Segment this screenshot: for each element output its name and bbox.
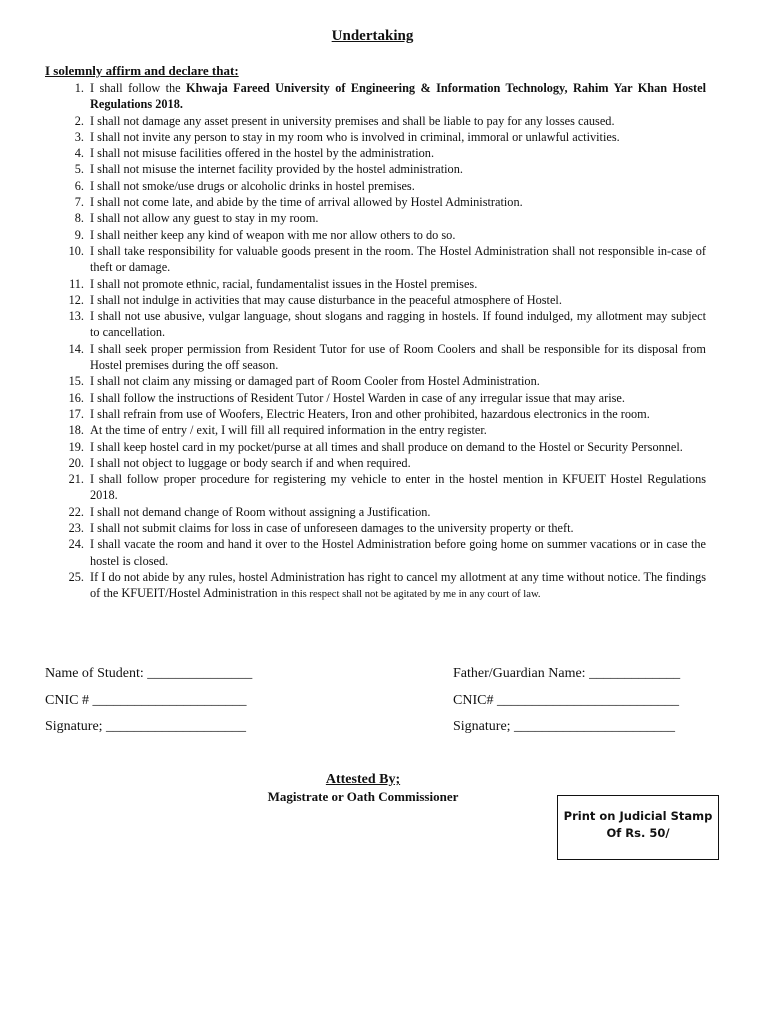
- rule-number: 10.: [68, 243, 84, 258]
- rule-item: [46, 80, 706, 113]
- stamp-line-1: Print on Judicial Stamp: [563, 809, 713, 823]
- rule-number: 20.: [68, 455, 84, 470]
- rule-item: [46, 455, 706, 471]
- rule-text: I shall neither keep any kind of weapon with me nor allow others to do so.: [90, 227, 456, 242]
- cnic-field-student[interactable]: CNIC # ______________________: [45, 693, 247, 708]
- rule-item: [46, 471, 706, 504]
- rule-text: I shall not claim any missing or damaged part of Room Cooler from Hostel Administration.: [90, 374, 540, 389]
- rule-item: [46, 406, 706, 422]
- rule-item: [46, 243, 706, 276]
- rule-number: 7.: [74, 195, 84, 210]
- rule-item: [46, 341, 706, 374]
- rule-item: [46, 129, 706, 145]
- rule-number: 2.: [74, 113, 84, 128]
- rule-number: 21.: [68, 472, 84, 487]
- rule-item: [46, 194, 706, 210]
- rule-text: I shall seek proper permission from Resident Tutor for use of Room Coolers and shall be responsible for its disposal from Hostel premises during the off season.: [90, 341, 706, 373]
- rule-number: 9.: [74, 227, 84, 242]
- rule-text: I shall follow proper procedure for registering my vehicle to enter in the hostel mention in KFUEIT Hostel Regulations 2018.: [90, 472, 706, 503]
- rule-number: 13.: [68, 309, 84, 324]
- rule-item: [46, 422, 706, 438]
- rule-text: I shall not misuse facilities offered in the hostel by the administration.: [90, 146, 435, 161]
- rule-number: 14.: [68, 341, 84, 356]
- rule-item: [46, 569, 706, 604]
- rules-list: [46, 80, 706, 604]
- attestation-block: [213, 772, 513, 805]
- rule-number: 3.: [74, 129, 84, 144]
- judicial-stamp-box: [557, 795, 719, 860]
- rule-number: 5.: [74, 162, 84, 177]
- rule-text: I shall take responsibility for valuable goods present in the room. The Hostel Administration shall not responsible in-case of theft or damage.: [90, 243, 706, 275]
- attested-by-heading: Attested By;: [325, 772, 401, 787]
- rule-item: [46, 292, 706, 308]
- rule-item: [46, 390, 706, 406]
- rule-item: [46, 178, 706, 194]
- document-title: Undertaking: [331, 28, 414, 44]
- stamp-line-2: Of Rs. 50/: [606, 826, 670, 840]
- rule-text: I shall vacate the room and hand it over to the Hostel Administration before going home on summer vacations or in case the hostel is closed.: [90, 537, 706, 568]
- rule-number: 25.: [68, 569, 84, 584]
- rule-number: 11.: [69, 276, 84, 291]
- rule-number: 16.: [68, 390, 84, 405]
- rule-number: 12.: [68, 292, 84, 307]
- rule-text: I shall not damage any asset present in university premises and shall be liable to pay for any losses caused.: [90, 113, 615, 128]
- rule-text: I shall not allow any guest to stay in my room.: [90, 211, 319, 226]
- rule-item: [46, 113, 706, 129]
- rule-text-bold: Khwaja Fareed University of Engineering & Information Technology, Rahim Yar Khan Hostel Regulations 2018.: [90, 81, 706, 112]
- rule-number: 8.: [74, 211, 84, 226]
- rule-text-part: If I do not abide by any rules, hostel Administration has right to cancel my allotment at any time without notice. The findings of the KFUEIT/Hostel Administration: [90, 569, 706, 601]
- rule-text: I shall not promote ethnic, racial, fundamentalist issues in the Hostel premises.: [90, 276, 478, 291]
- signature-field-student[interactable]: Signature; ____________________: [45, 719, 247, 734]
- rule-number: 22.: [68, 504, 84, 519]
- rule-item: [46, 308, 706, 341]
- rule-number: 19.: [68, 439, 84, 454]
- rule-number: 1.: [74, 81, 84, 95]
- rule-text-part: I shall follow the: [90, 81, 187, 95]
- rule-text: I shall not indulge in activities that may cause disturbance in the peaceful atmosphere of Hostel.: [90, 292, 562, 307]
- rule-item: [46, 373, 706, 389]
- rule-item: [46, 145, 706, 161]
- cnic-field-guardian[interactable]: CNIC# __________________________: [453, 693, 679, 708]
- rule-item: [46, 210, 706, 226]
- rule-item: [46, 504, 706, 520]
- rule-text: I shall not use abusive, vulgar language, shout slogans and ragging in hostels. If found indulged, my allotment may subject to cancellation.: [90, 309, 706, 340]
- rule-number: 4.: [74, 146, 84, 161]
- rule-number: 24.: [68, 537, 84, 552]
- rule-text: I shall not object to luggage or body search if and when required.: [90, 455, 411, 470]
- rule-item: [46, 276, 706, 292]
- rule-number: 6.: [74, 178, 84, 193]
- rule-text: [90, 569, 706, 604]
- rule-text: I shall keep hostel card in my pocket/purse at all times and shall produce on demand to the Hostel or Security Personnel.: [90, 439, 683, 454]
- intro-statement: I solemnly affirm and declare that:: [45, 63, 239, 78]
- rule-text: I shall follow the instructions of Resident Tutor / Hostel Warden in case of any irregular issue that may arise.: [90, 390, 625, 405]
- rule-text: I shall not invite any person to stay in my room who is involved in criminal, immoral or unlawful activities.: [90, 129, 620, 144]
- rule-number: 17.: [68, 406, 84, 421]
- rule-item: [46, 161, 706, 177]
- rule-text: I shall not misuse the internet facility provided by the hostel administration.: [90, 162, 463, 177]
- rule-item: [46, 520, 706, 536]
- rule-text: I shall refrain from use of Woofers, Electric Heaters, Iron and other prohibited, hazardous electronics in the room.: [90, 406, 650, 421]
- rule-number: 18.: [68, 423, 84, 438]
- rule-number: 23.: [68, 521, 84, 536]
- rule-text: I shall not come late, and abide by the time of arrival allowed by Hostel Administration.: [90, 195, 523, 210]
- rule-text-small: in this respect shall not be agitated by me in any court of law.: [280, 589, 541, 601]
- signature-field-guardian[interactable]: Signature; _______________________: [453, 719, 676, 734]
- rule-number: 15.: [68, 374, 84, 389]
- attestation-authority: Magistrate or Oath Commissioner: [267, 789, 459, 804]
- guardian-name-field[interactable]: Father/Guardian Name: _____________: [453, 666, 681, 681]
- rule-text: [90, 80, 706, 113]
- rule-item: [46, 227, 706, 243]
- rule-text: I shall not smoke/use drugs or alcoholic drinks in hostel premises.: [90, 178, 415, 193]
- student-name-field[interactable]: Name of Student: _______________: [45, 666, 253, 681]
- rule-text: At the time of entry / exit, I will fill all required information in the entry register.: [90, 423, 487, 438]
- rule-text: I shall not submit claims for loss in case of unforeseen damages to the university property or theft.: [90, 521, 574, 536]
- rule-item: [46, 536, 706, 569]
- rule-item: [46, 439, 706, 455]
- rule-text: I shall not demand change of Room without assigning a Justification.: [90, 504, 431, 519]
